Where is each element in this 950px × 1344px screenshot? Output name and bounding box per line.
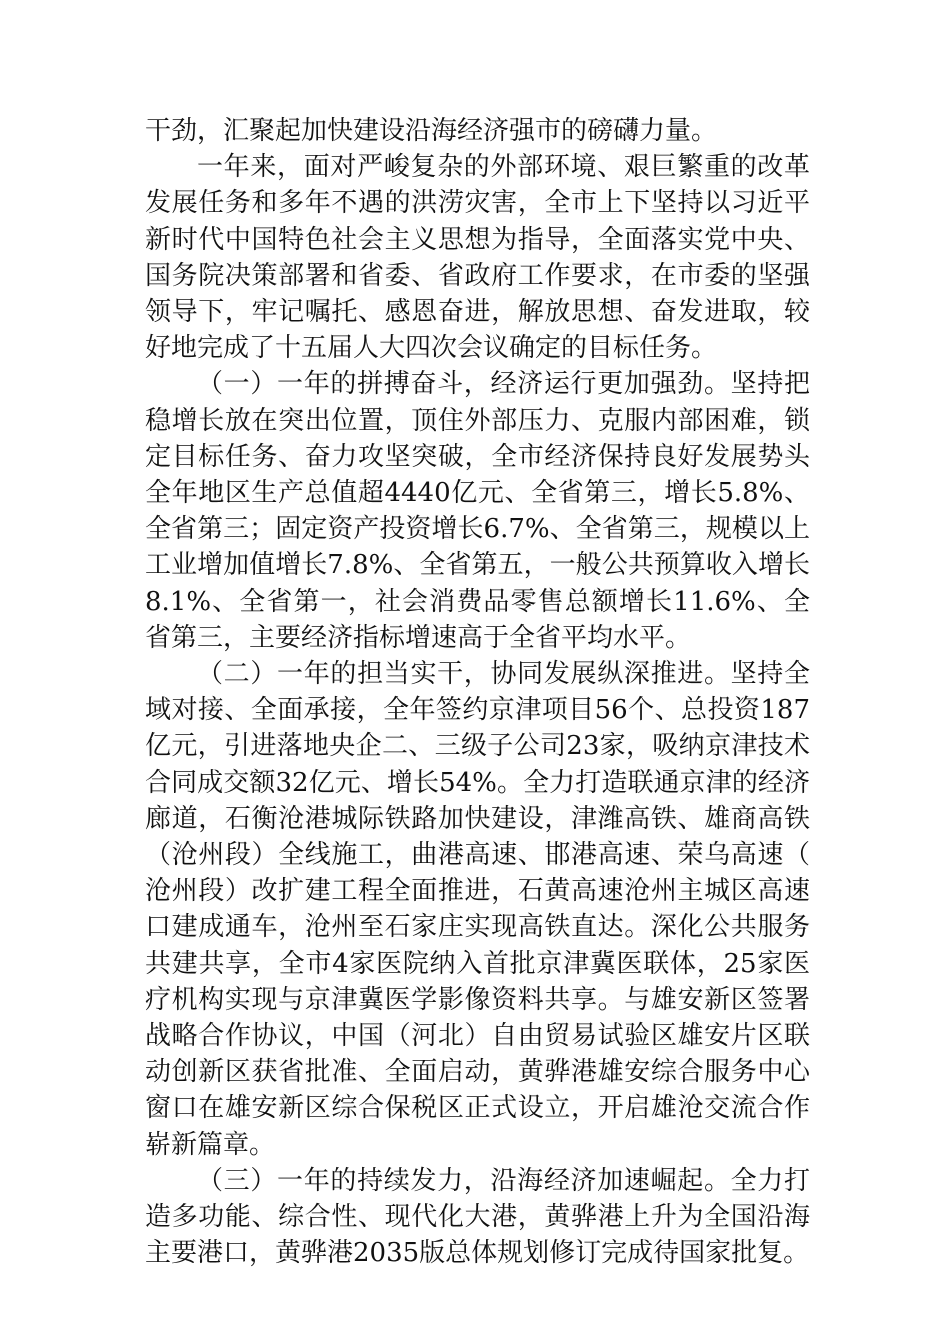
paragraph-2: 一年来，面对严峻复杂的外部环境、艰巨繁重的改革发展任务和多年不遇的洪涝灾害，全市上下坚持以习近平新时代中国特色社会主义思想为指导，全面落实党中央、国务院决策部署和省委、省政府工作要求，在市委的坚强领导下，牢记嘱托、感恩奋进，解放思想、奋发进取，较好地完成了十五届人大四次会议确定的目标任务。 xyxy=(145,152,810,364)
document-page xyxy=(145,113,810,1272)
paragraph-3: （一）一年的拼搏奋斗，经济运行更加强劲。坚持把稳增长放在突出位置，顶住外部压力、克服内部困难，锁定目标任务、奋力攻坚突破，全市经济保持良好发展势头全年地区生产总值超4440亿元、全省第三，增长5.8%、全省第三；固定资产投资增长6.7%、全省第三，规模以上工业增加值增长7.8%、全省第五，一般公共预算收入增长8.1%、全省第一，社会消费品零售总额增长11.6%、全省第三，主要经济指标增速高于全省平均水平。 xyxy=(145,369,810,653)
paragraph-1: 干劲，汇聚起加快建设沿海经济强市的磅礴力量。 xyxy=(145,116,718,146)
paragraph-5: （三）一年的持续发力，沿海经济加速崛起。全力打造多功能、综合性、现代化大港，黄骅港上升为全国沿海主要港口，黄骅港2035版总体规划修订完成待国家批复。 xyxy=(145,1165,810,1269)
paragraph-4: （二）一年的担当实干，协同发展纵深推进。坚持全域对接、全面承接，全年签约京津项目56个、总投资187亿元，引进落地央企二、三级子公司23家，吸纳京津技术合同成交额32亿元、增长54%。全力打造联通京津的经济廊道，石衡沧港城际铁路加快建设，津潍高铁、雄商高铁（沧州段）全线施工，曲港高速、邯港高速、荣乌高速（沧州段）改扩建工程全面推进，石黄高速沧州主城区高速口建成通车，沧州至石家庄实现高铁直达。深化公共服务共建共享，全市4家医院纳入首批京津冀医联体，25家医疗机构实现与京津冀医学影像资料共享。与雄安新区签署战略合作协议，中国（河北）自由贸易试验区雄安片区联动创新区获省批准、全面启动，黄骅港雄安综合服务中心窗口在雄安新区综合保税区正式设立，开启雄沧交流合作崭新篇章。 xyxy=(145,659,810,1160)
